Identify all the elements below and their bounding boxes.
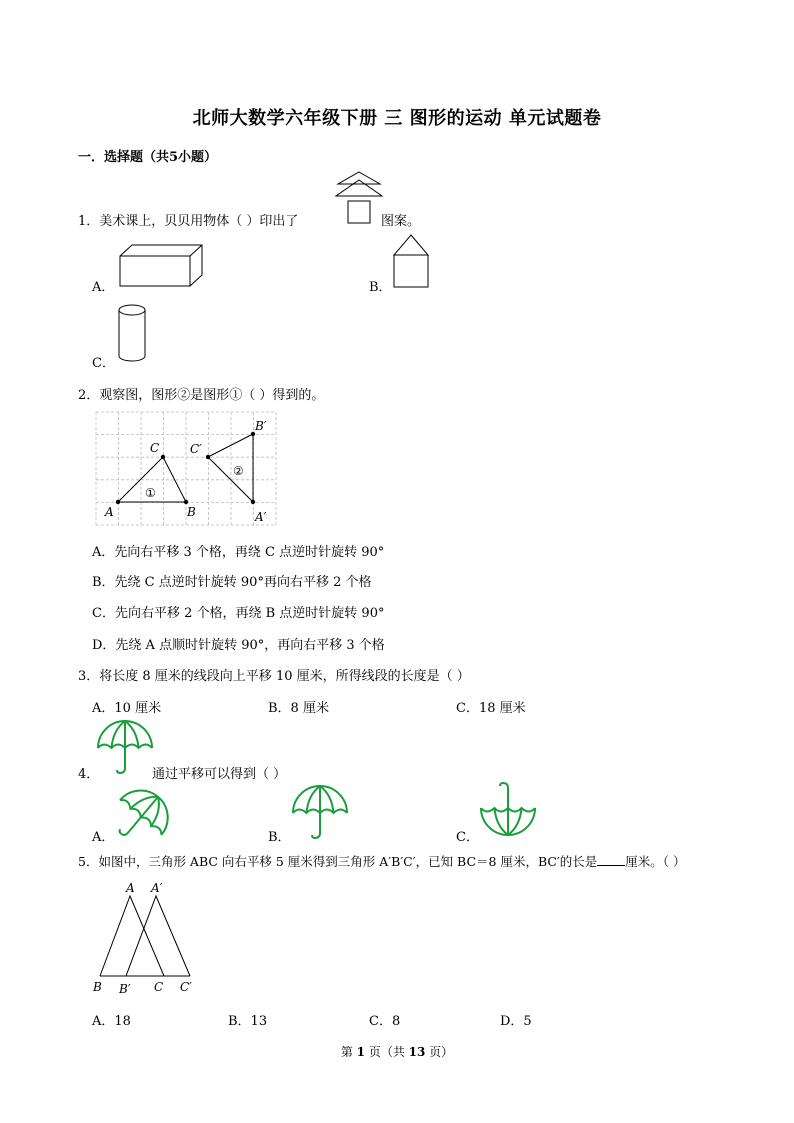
- q4-stem: 通过平移可以得到（ ）: [152, 767, 287, 782]
- q4-option-a[interactable]: A．: [92, 830, 115, 845]
- footer-page-number: 1: [356, 1045, 365, 1059]
- q5-label-b-prime: B′: [119, 982, 131, 996]
- q2-triangle-2: [208, 434, 253, 502]
- q4-umbrella-translated-figure: [291, 783, 349, 841]
- q2-option-c[interactable]: C．先向右平移 2 个格，再绕 B 点逆时针旋转 90°: [92, 606, 385, 621]
- q1-stem-a: 1．美术课上，贝贝用物体（ ）印出了: [78, 214, 299, 229]
- q5-stem: [78, 852, 686, 870]
- q1-cuboid-figure: [118, 242, 204, 290]
- q2-grid-figure: [96, 412, 276, 526]
- q4-option-b[interactable]: B．: [268, 830, 291, 845]
- q5-answer-blank[interactable]: [597, 853, 625, 866]
- footer-total-pages: 13: [408, 1045, 426, 1059]
- q3-option-b[interactable]: B．8 厘米: [268, 701, 329, 716]
- q4-number: 4．: [78, 767, 100, 782]
- q2-option-b[interactable]: B．先绕 C 点逆时针旋转 90°再向右平移 2 个格: [92, 575, 372, 590]
- page-title: 北师大数学六年级下册 三 图形的运动 单元试题卷: [192, 108, 602, 129]
- section-heading: 一．选择题（共5小题）: [78, 150, 218, 165]
- q2-label-b-prime: B′: [255, 419, 267, 433]
- q4-option-c[interactable]: C．: [456, 830, 479, 845]
- q4-umbrella-original-figure: [96, 718, 154, 776]
- footer-suffix: 页）: [425, 1045, 454, 1059]
- q2-label-c: C: [150, 441, 160, 455]
- q5-stem-a: 5．如图中，三角形 ABC 向右平移 5 厘米得到三角形 A′B′C′，已知 BC＝8 厘米，BC′的长是: [78, 854, 598, 869]
- q5-label-a-prime: A′: [151, 881, 163, 895]
- q3-option-c[interactable]: C．18 厘米: [456, 701, 526, 716]
- page-footer: [0, 1043, 794, 1060]
- q2-label-c-prime: C′: [190, 442, 202, 456]
- q2-option-a[interactable]: A．先向右平移 3 个格，再绕 C 点逆时针旋转 90°: [92, 545, 385, 560]
- q5-stem-b: 厘米。（ ）: [625, 854, 686, 869]
- q1-option-a[interactable]: A．: [92, 280, 115, 295]
- q2-option-d[interactable]: D．先绕 A 点顺时针旋转 90°，再向右平移 3 个格: [92, 638, 385, 653]
- q1-option-b[interactable]: B．: [369, 280, 392, 295]
- q1-option-c[interactable]: C．: [92, 356, 115, 371]
- q5-option-a[interactable]: A．18: [92, 1014, 131, 1029]
- q3-stem: 3．将长度 8 厘米的线段向上平移 10 厘米，所得线段的长度是（ ）: [78, 669, 470, 684]
- footer-middle: 页（共: [365, 1045, 409, 1059]
- q1-cylinder-figure: [116, 302, 148, 364]
- q3-option-a[interactable]: A．10 厘米: [92, 701, 162, 716]
- q5-triangle-figure: [88, 878, 208, 998]
- q5-option-c[interactable]: C．8: [369, 1014, 401, 1029]
- footer-prefix: 第: [340, 1045, 357, 1059]
- q1-stamp-pattern-figure: [334, 170, 384, 228]
- q5-option-d[interactable]: D．5: [500, 1014, 532, 1029]
- q5-label-b: B: [93, 980, 102, 994]
- q5-label-c-prime: C′: [180, 980, 192, 994]
- q2-label-figure-2: ②: [233, 464, 244, 478]
- q1-stem-b: 图案。: [381, 214, 421, 229]
- q2-label-a-prime: A′: [255, 510, 267, 524]
- q5-label-c: C: [154, 980, 164, 994]
- q4-umbrella-rotated-figure: [113, 788, 171, 846]
- q2-label-b: B: [187, 505, 196, 519]
- q2-label-figure-1: ①: [145, 486, 156, 500]
- q1-house-prism-figure: [391, 233, 431, 289]
- q5-label-a: A: [126, 881, 135, 895]
- q2-stem: 2．观察图，图形②是图形①（ ）得到的。: [78, 388, 325, 403]
- q2-label-a: A: [105, 505, 114, 519]
- q4-umbrella-flipped-figure: [479, 780, 537, 838]
- q5-option-b[interactable]: B．13: [228, 1014, 268, 1029]
